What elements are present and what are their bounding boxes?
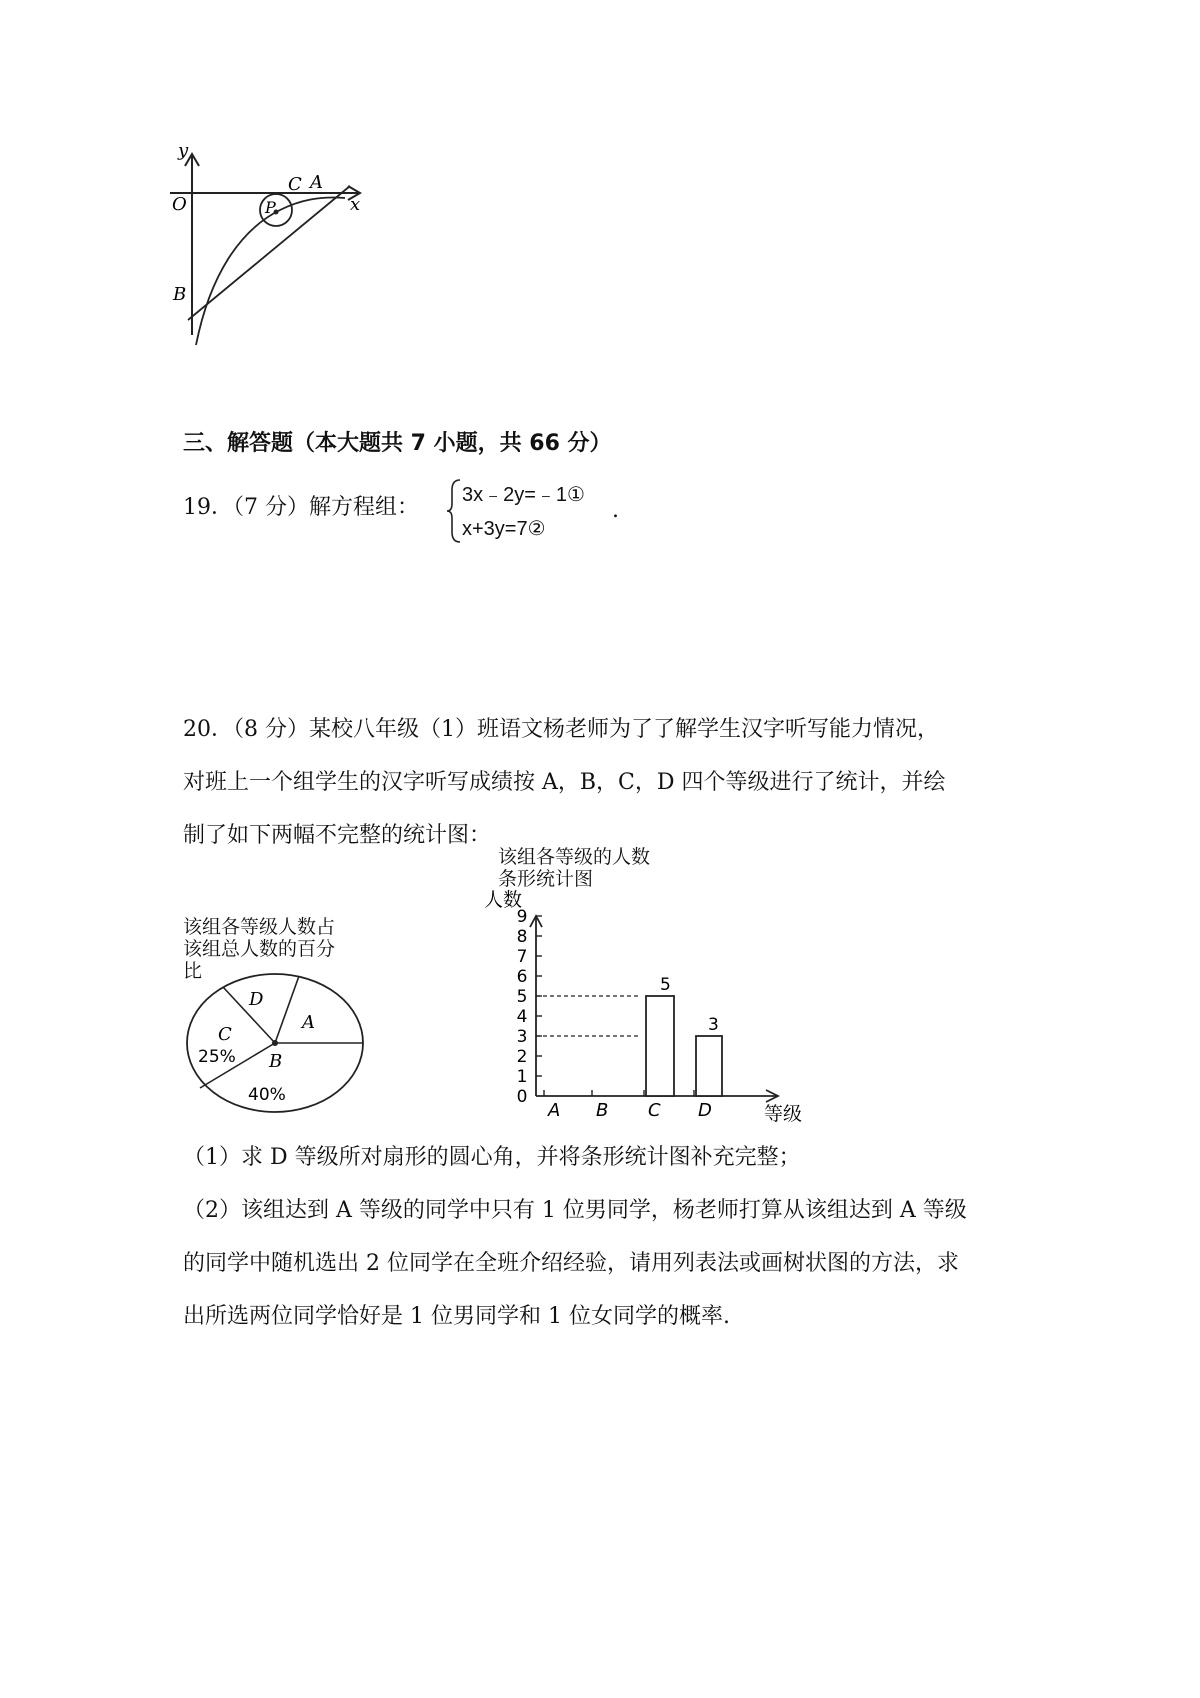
bar-title-line2: 条形统计图 bbox=[498, 868, 594, 890]
bar-value-label: 3 bbox=[708, 1015, 719, 1035]
bar-chart-title bbox=[498, 846, 650, 890]
label-a: A bbox=[310, 172, 323, 193]
bar-ytick-label: 3 bbox=[516, 1027, 528, 1047]
equation-2: x+3y=7② bbox=[462, 518, 546, 540]
question20-line1: 20．（8 分）某校八年级（1）班语文杨老师为了了解学生汉字听写能力情况， bbox=[183, 717, 939, 742]
pie-title-line1: 该组各等级人数占 bbox=[183, 916, 336, 938]
pie-percent-b: 40% bbox=[248, 1085, 286, 1105]
question19-prefix: 19．（7 分）解方程组： bbox=[183, 495, 419, 520]
label-b: B bbox=[173, 284, 187, 305]
question20-line3: 制了如下两幅不完整的统计图： bbox=[183, 823, 492, 848]
bar-ytick-label: 4 bbox=[516, 1007, 528, 1027]
question20-part2-line3: 出所选两位同学恰好是 1 位男同学和 1 位女同学的概率. bbox=[183, 1304, 730, 1329]
label-y: y bbox=[178, 140, 189, 161]
pie-label-b: B bbox=[269, 1051, 283, 1072]
question19-suffix: . bbox=[612, 498, 619, 523]
label-x: x bbox=[350, 194, 361, 215]
equation-1: 3x﹣2y=﹣1① bbox=[462, 484, 585, 506]
question18-figure bbox=[170, 140, 410, 355]
bar-ytick-label: 8 bbox=[516, 927, 528, 947]
bar-ytick-label: 9 bbox=[516, 907, 528, 927]
bar-xlabel: 等级 bbox=[764, 1103, 803, 1125]
bar-ytick-label: 0 bbox=[516, 1087, 528, 1107]
pie-label-d: D bbox=[249, 989, 264, 1010]
bar-xtick-label: B bbox=[596, 1100, 609, 1121]
question20-part1: （1）求 D 等级所对扇形的圆心角，并将条形统计图补充完整； bbox=[183, 1145, 801, 1170]
bar-ytick-label: 5 bbox=[516, 987, 528, 1007]
bar-chart bbox=[480, 888, 820, 1128]
pie-title-line3: 比 bbox=[183, 960, 203, 982]
bar-ytick-label: 2 bbox=[516, 1047, 528, 1067]
bar-xtick-label: A bbox=[548, 1100, 561, 1121]
bar-xtick-label: C bbox=[648, 1100, 661, 1121]
pie-center bbox=[272, 1040, 278, 1046]
bar-d bbox=[696, 1036, 722, 1096]
pie-chart bbox=[180, 970, 380, 1120]
section-heading: 三、解答题（本大题共 7 小题，共 66 分） bbox=[183, 431, 612, 456]
question20-part2-line2: 的同学中随机选出 2 位同学在全班介绍经验，请用列表法或画树状图的方法，求 bbox=[183, 1251, 959, 1276]
bar-ylabel: 人数 bbox=[484, 889, 523, 911]
pie-label-a: A bbox=[302, 1012, 315, 1033]
equation-brace bbox=[446, 478, 462, 544]
pie-divider-d-a bbox=[275, 976, 299, 1043]
bar-ytick-label: 1 bbox=[516, 1067, 528, 1087]
bar-title-line1: 该组各等级的人数 bbox=[498, 846, 651, 868]
question20-part2-line1: （2）该组达到 A 等级的同学中只有 1 位男同学，杨老师打算从该组达到 A 等级 bbox=[183, 1198, 967, 1223]
bar-xtick-label: D bbox=[698, 1100, 712, 1121]
bar-value-label: 5 bbox=[660, 975, 671, 995]
bar-ytick-label: 6 bbox=[516, 967, 528, 987]
curve bbox=[196, 198, 345, 346]
pie-label-c: C bbox=[218, 1024, 232, 1045]
bar-ytick-label: 7 bbox=[516, 947, 528, 967]
bar-c bbox=[646, 996, 674, 1096]
pie-title-line2: 该组总人数的百分 bbox=[183, 938, 336, 960]
label-p: P bbox=[265, 198, 276, 217]
label-c: C bbox=[288, 174, 302, 195]
pie-percent-c: 25% bbox=[198, 1047, 236, 1067]
label-o: O bbox=[172, 194, 187, 215]
question20-line2: 对班上一个组学生的汉字听写成绩按 A，B，C，D 四个等级进行了统计，并绘 bbox=[183, 770, 946, 795]
